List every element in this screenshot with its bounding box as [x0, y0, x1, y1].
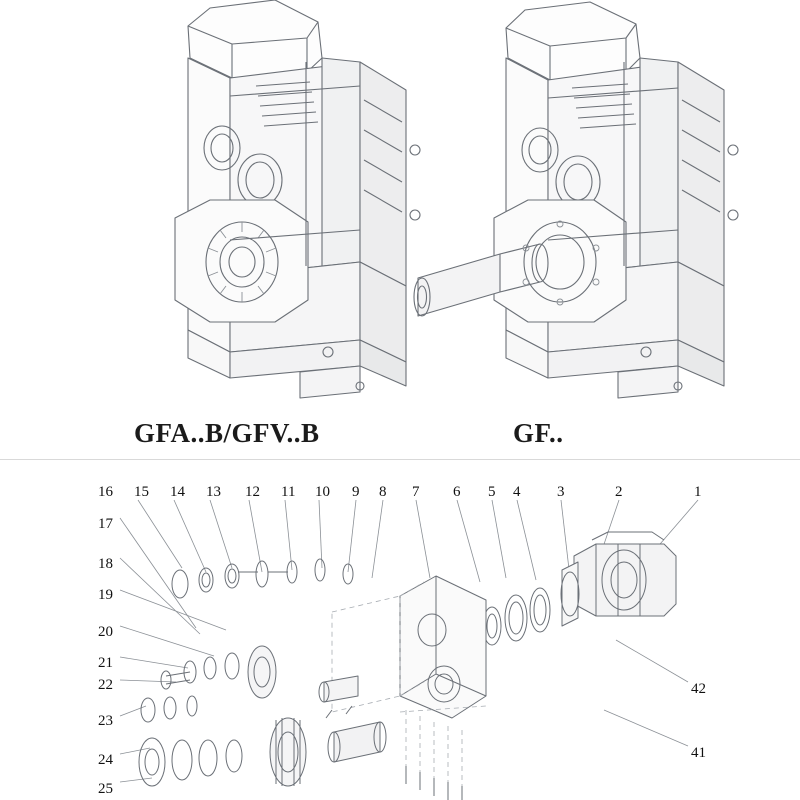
callout-top-14: 14 [170, 484, 185, 500]
callout-right-41: 41 [691, 745, 706, 761]
callout-top-8: 8 [379, 484, 387, 500]
gearbox-isometric-right [400, 0, 800, 410]
callout-top-15: 15 [134, 484, 149, 500]
caption-right: GF.. [513, 418, 564, 448]
callout-left-25: 25 [98, 781, 113, 797]
callout-top-6: 6 [453, 484, 461, 500]
callout-top-16: 16 [98, 484, 113, 500]
callout-top-5: 5 [488, 484, 496, 500]
callout-top-12: 12 [245, 484, 260, 500]
callout-left-24: 24 [98, 752, 113, 768]
callout-top-10: 10 [315, 484, 330, 500]
callout-top-7: 7 [412, 484, 420, 500]
exploded-diagram-drawing [0, 460, 800, 800]
callout-top-11: 11 [281, 484, 296, 500]
callout-left-21: 21 [98, 655, 113, 671]
callout-top-2: 2 [615, 484, 623, 500]
callout-top-9: 9 [352, 484, 360, 500]
callout-right-42: 42 [691, 681, 706, 697]
callout-left-20: 20 [98, 624, 113, 640]
callout-left-23: 23 [98, 713, 113, 729]
callout-left-22: 22 [98, 677, 113, 693]
callout-left-19: 19 [98, 587, 113, 603]
callout-top-4: 4 [513, 484, 521, 500]
callout-top-1: 1 [694, 484, 702, 500]
callout-top-13: 13 [206, 484, 221, 500]
callout-top-3: 3 [557, 484, 565, 500]
caption-left: GFA..B/GFV..B [134, 418, 320, 448]
callout-left-17: 17 [98, 516, 113, 532]
callout-left-18: 18 [98, 556, 113, 572]
exploded-parts-panel [0, 460, 800, 800]
